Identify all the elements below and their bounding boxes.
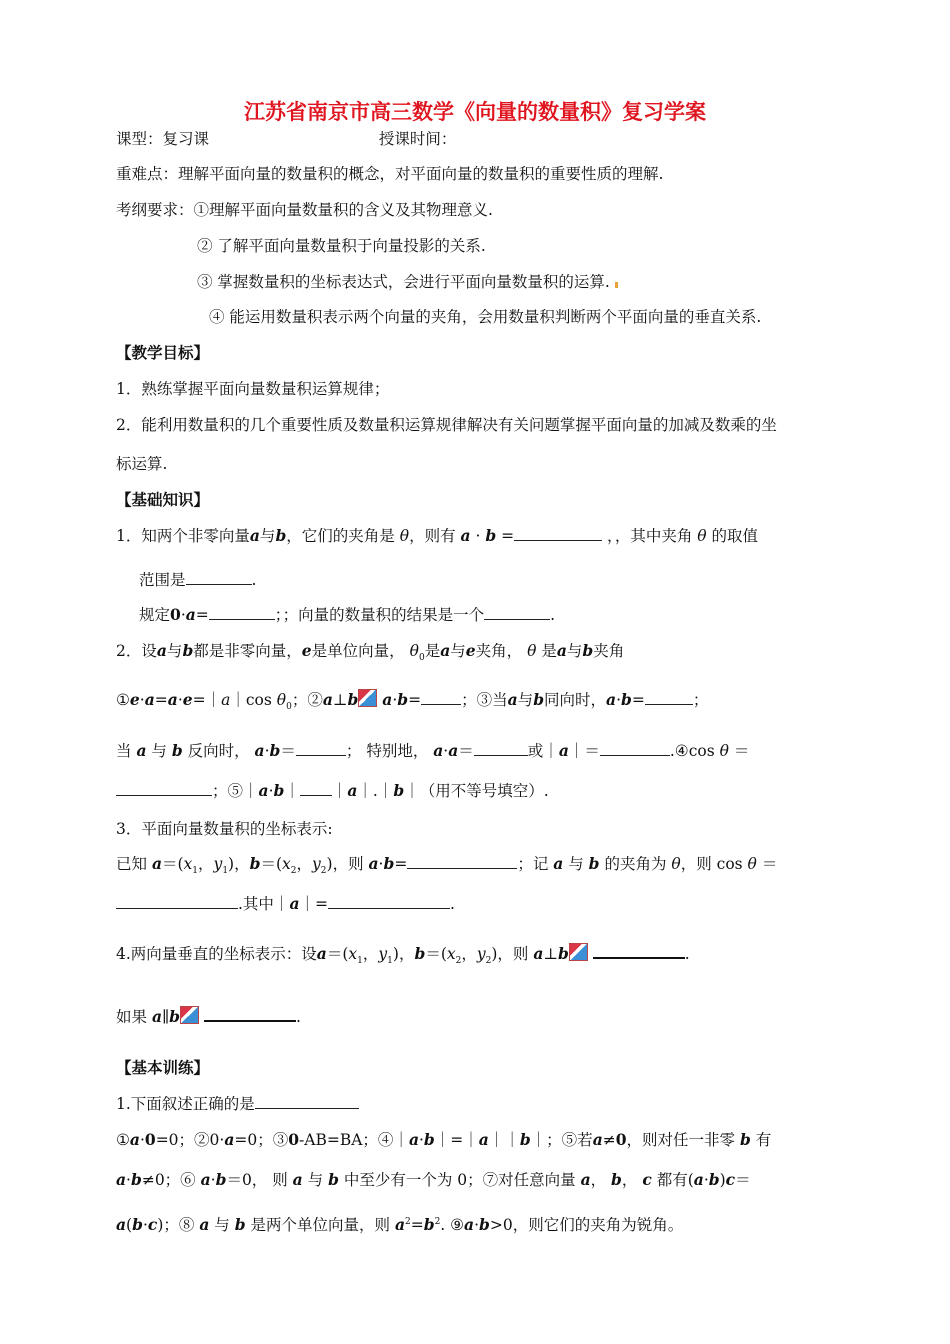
syllabus-line-3 [197,271,618,293]
goal-item: 标运算. [116,455,168,473]
course-type: 课型：复习课 [116,130,210,148]
blank[interactable] [514,525,602,541]
text: 的取值 [711,527,759,545]
blank[interactable] [407,853,517,869]
basics-q3-line3: .其中｜a｜= . [116,893,455,915]
basics-q3-line1: 3．平面向量数量积的坐标表示: [116,820,333,838]
focus-line: 重难点：理解平面向量的数量积的概念，对平面向量的数量积的重要性质的理解. [116,165,664,183]
basics-q1-line1: 1．知两个非零向量a与b，它们的夹角是 θ，则有 a · b = ，，其中夹角 θ 的取值 [116,526,759,545]
ink-mark [615,282,618,288]
training-q1-line4: a(b·c)；⑧ a 与 b 是两个单位向量，则 $a^2=b^2$. ⑨a·b>0，则它们的夹角为锐角。 [116,1215,684,1235]
blank[interactable] [300,780,332,796]
blank[interactable] [645,689,693,705]
page-title: 江苏省南京市高三数学《向量的数量积》复习学案 [244,100,706,124]
training-q1-line2: ①a·0=0；②0·a=0；③0-AB=BA；④｜a·b｜=｜a｜｜b｜；⑤若a≠0，则对任一非零 b 有 [116,1130,772,1149]
text: 4.两向量垂直的坐标表示：设 [116,945,317,963]
blank[interactable] [186,569,252,585]
text: 1.下面叙述正确的是 [116,1095,255,1113]
syllabus-item: ①理解平面向量数量积的含义及其物理意义. [193,201,493,219]
blank[interactable] [484,604,550,620]
blank[interactable] [600,740,670,756]
syllabus-item: ③ 掌握数量积的坐标表达式，会进行平面向量数量积的运算. [197,273,610,291]
class-time: 授课时间： [378,130,457,148]
syllabus-item: ② 了解平面向量数量积于向量投影的关系. [197,237,486,255]
text: 规定 [139,606,171,624]
basics-q1-line2: 范围是 . [139,571,257,589]
blank[interactable] [474,740,528,756]
text: ，则有 [409,527,456,545]
basics-q4-line1: 4.两向量垂直的坐标表示：设$a=(x_1$，$y_1$)，$b=(x_2$，$y_2$)，则 a⊥b . [116,944,690,967]
blank[interactable] [209,604,275,620]
syllabus-line-1 [116,199,493,221]
basics-q3-line2: 已知 $a=(x_1$，$y_1$)，$b=(x_2$，$y_2$)，则 a·b= ；记 a 与 b 的夹角为 θ，则 cos θ ＝ [116,854,778,877]
basics-q1-line3: 规定0·a= ；；向量的数量积的结果是一个 . [139,605,556,624]
blank[interactable] [204,1005,296,1022]
basics-q4-line2: 如果 a∥b . [116,1007,301,1026]
basics-heading: 【基础知识】 [116,491,210,509]
training-q1-line3: a·b≠0；⑥ a·b＝0， 则 a 与 b 中至少有一个为 0；⑦对任意向量 a， b， c 都有(a·b)c＝ [116,1170,751,1189]
text: ，它们的夹角是 [286,527,395,545]
broken-image-icon [180,1006,199,1024]
syllabus-item: ④ 能运用数量积表示两个向量的夹角，会用数量积判断两个平面向量的垂直关系. [209,308,762,326]
broken-image-icon [569,943,588,961]
text: 2．设 [116,642,157,660]
blank[interactable] [296,740,346,756]
training-q1-line1 [116,1093,359,1115]
broken-image-icon [358,689,377,707]
goal-item: 2．能利用数量积的几个重要性质及数量积运算规律解决有关问题掌握平面向量的加减及数乘的坐 [116,416,777,434]
goal-item: 1．熟练掌握平面向量数量积运算规律； [116,380,390,398]
basics-q2-line1: 2．设a与b都是非零向量，e是单位向量， $\theta_0$是a与e夹角， θ 是a与b夹角 [116,641,625,664]
blank[interactable] [255,1093,359,1109]
text: ；向量的数量积的结果是一个 [282,606,485,624]
basics-q2-line2: ①e·a=a·e=｜a｜cos $\theta_0$；②a⊥b a·b= ；③当a与b同向时，a·b= ； [116,690,709,713]
text: 范围是 [139,571,186,589]
text: ，其中夹角 [614,527,693,545]
blank[interactable] [328,893,450,909]
syllabus-label: 考纲要求： [116,201,194,219]
blank[interactable] [593,942,685,959]
goals-heading: 【教学目标】 [116,344,210,362]
meta-line [116,128,456,150]
text: 与 [259,527,276,545]
blank[interactable] [116,780,212,796]
text: 1．知两个非零向量 [116,527,250,545]
blank[interactable] [421,689,461,705]
blank[interactable] [116,893,238,909]
basics-q2-line4: ；⑤｜a·b｜ ｜a｜.｜b｜（用不等号填空）. [116,780,549,802]
training-heading: 【基本训练】 [116,1059,210,1077]
basics-q2-line3: 当 a 与 b 反向时， a·b＝ ； 特别地， a·a＝ 或｜a｜＝ .④cos θ ＝ [116,741,750,760]
